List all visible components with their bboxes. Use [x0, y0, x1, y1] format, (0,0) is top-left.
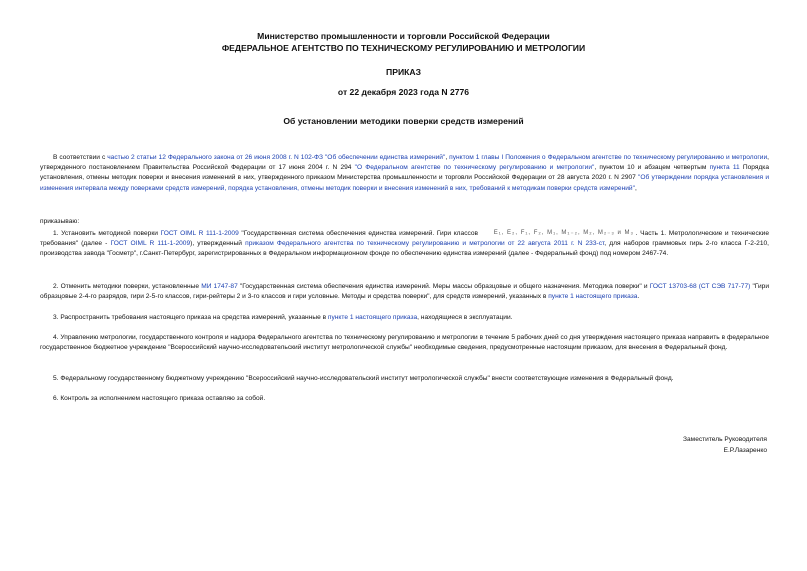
item-2: 2. Отменить методики поверки, установленные МИ 1747-87 "Государственная система обеспечения единства измерений. Меры массы образцовые и общего назначения. Методика поверки" и ГОСТ 13703-68 (СТ СЭВ 717-77) "Гири образцовые 2-4-го разрядов, гири 2-5-го классов, гири-рейтеры 2 и 3-го классов и гири условные. Методы и средства поверки", для средств измерений, указанных в пункте 1 настоящего приказа. — [40, 283, 770, 301]
preamble-link-law[interactable]: частью 2 статьи 12 Федерального закона от 26 июня 2008 г. N 102-ФЗ "Об обеспечении единства измерений" — [107, 154, 446, 161]
preamble-paragraph: В соответствии с частью 2 статьи 12 Федерального закона от 26 июня 2008 г. N 102-ФЗ "Об обеспечении единства измерений", пунктом 1 главы I Положения о Федеральном агентстве по техническому регулированию и метрологии, утвержденного постановлением Правительства Российской Федерации от 17 июня 2004 г. N 294 "О Федеральном агентстве по техническому регулированию и метрологии", пунктом 10 и абзацем четвертым пункта 11 Порядка установления, отмены методик поверки и внесения изменений в них, утвержденного приказом Министерства промышленности и торговли Российской Федерации от 28 августа 2020 г. N 2907 "Об утверждении порядка установления и изменения интервала между поверками средств измерений, порядка установления, отмены методик поверки и внесения изменений в них, требований к методикам поверки средств измерений", — [40, 154, 769, 192]
item-6: 6. Контроль за исполнением настоящего приказа оставляю за собой. — [53, 395, 266, 402]
order-word: приказываю: — [40, 218, 80, 225]
document-date-number: от 22 декабря 2023 года N 2776 — [337, 87, 470, 97]
item1-link-gost[interactable]: ГОСТ OIML R 111-1-2009 — [160, 230, 239, 237]
item1-link-gost-2[interactable]: ГОСТ OIML R 111-1-2009 — [110, 240, 191, 248]
mass-class-formula: E₁, E₂, F₁, F₂, M₁, M₁₋₂, M₂, M₂₋₃ и M₃ — [493, 230, 634, 236]
signature-name: Е.Р.Лазаренко — [723, 447, 767, 454]
preamble-link-order2907[interactable]: "Об утверждении порядка установления и изменения интервала между поверками средств измерений, порядка установления, отмены методик поверки и внесения изменений в них, требований к методикам поверки средств измерений" — [40, 174, 769, 192]
item2-link-point1[interactable]: пункте 1 настоящего приказа — [548, 293, 638, 301]
item2-link-mi[interactable]: МИ 1747-87 — [201, 283, 238, 290]
item1-link-order233[interactable]: приказом Федерального агентства по техническому регулированию и метрологии от 22 августа 2011 г. N 233-ст — [245, 240, 605, 248]
preamble-link-regulation[interactable]: пунктом 1 главы I Положения о Федеральном агентстве по техническому регулированию и метрологии — [449, 154, 768, 161]
document-type: ПРИКАЗ — [386, 67, 421, 77]
agency-title: ФЕДЕРАЛЬНОЕ АГЕНТСТВО ПО ТЕХНИЧЕСКОМУ РЕГУЛИРОВАНИЮ И МЕТРОЛОГИИ — [221, 43, 586, 53]
ministry-title: Министерство промышленности и торговли Российской Федерации — [257, 31, 550, 41]
item-4: 4. Управлению метрологии, государственного контроля и надзора Федерального агентства по техническому регулированию и метрологии в течение 5 рабочих дней со дня утверждения настоящего приказа направить в федеральное государственное бюджетное учреждение "Всероссийский научно-исследовательский институт метрологической службы" необходимые сведения, предусмотренные настоящим приказом, для внесения в Федеральный фонд. — [40, 334, 769, 352]
signature-title: Заместитель Руководителя — [683, 436, 767, 443]
item3-link-point1[interactable]: пункте 1 настоящего приказа — [327, 314, 418, 321]
item-3: 3. Распространить требования настоящего приказа на средства измерений, указанные в пункте 1 настоящего приказа, находящиеся в эксплуатации. — [53, 314, 513, 321]
item-1: 1. Установить методикой поверки ГОСТ OIML R 111-1-2009 "Государственная система обеспечения единства измерений. Гири классов E₁, E₂, F₁, F₂, M₁, M₁₋₂, M₂, M₂₋₃ и M₃ . Часть 1. Метрологические и технические требования" (далее - ГОСТ OIML R 111-1-2009), утвержденный приказом Федерального агентства по техническому регулированию и метрологии от 22 августа 2011 г. N 233-ст, для наборов граммовых гирь 2-го класса Г-2-210, производства завода "Госметр", г.Санкт-Петербург, зарегистрированных в Федеральном информационном фонде по обеспечению единства измерений (далее - Федеральный фонд) под номером 2467-74. — [40, 230, 769, 258]
document-subject: Об установлении методики поверки средств измерений — [283, 116, 524, 126]
preamble-link-point11[interactable]: пункта 11 — [709, 164, 740, 172]
item-5: 5. Федеральному государственному бюджетному учреждению "Всероссийский научно-исследовательский институт метрологической службы" внести соответствующие изменения в Федеральный фонд. — [53, 375, 674, 382]
preamble-link-agency[interactable]: "О Федеральном агентстве по техническому регулированию и метрологии" — [354, 164, 595, 172]
item2-link-gost[interactable]: ГОСТ 13703-68 (СТ СЭВ 717-77) — [649, 283, 751, 290]
